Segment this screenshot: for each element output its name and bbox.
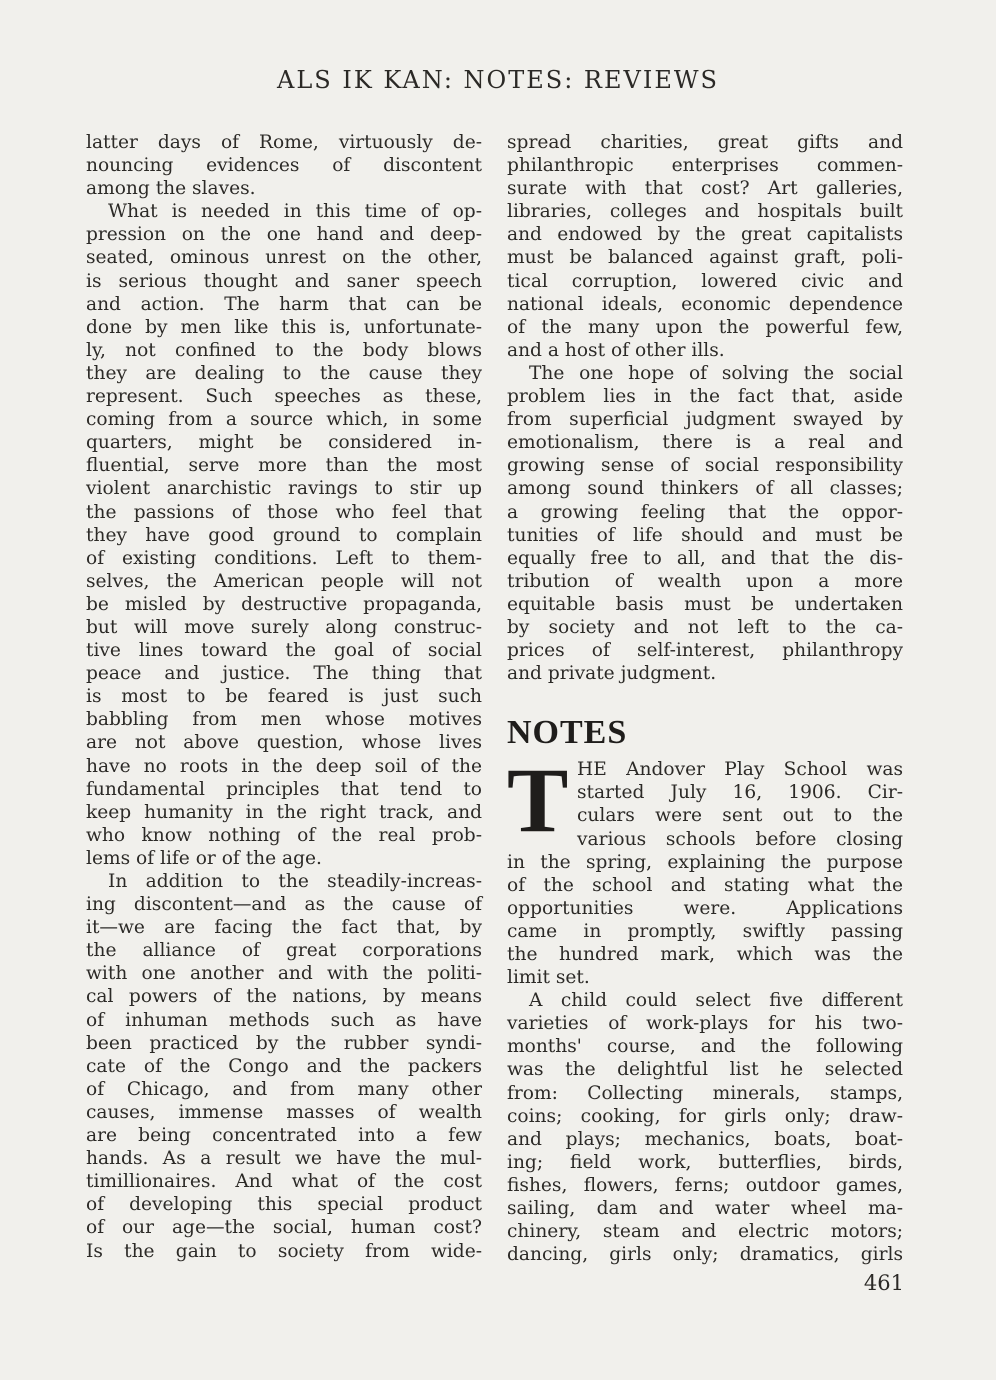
text-line: in the spring, explaining the purpose xyxy=(507,851,903,873)
text-line: coins; cooking, for girls only; draw- xyxy=(507,1105,903,1127)
text-line: was the delightful list he selected xyxy=(507,1059,903,1081)
text-line: done by men like this is, unfortunate- xyxy=(86,316,482,338)
text-line: fluential, serve more than the most xyxy=(86,455,482,477)
text-line: a growing feeling that the oppor- xyxy=(507,501,903,523)
text-line: who know nothing of the real prob- xyxy=(86,824,482,846)
text-line: and plays; mechanics, boats, boat- xyxy=(507,1128,903,1150)
text-line: various schools before closing xyxy=(577,828,903,850)
text-line: The one hope of solving the social xyxy=(529,362,903,384)
text-line: cal powers of the nations, by means xyxy=(86,986,482,1008)
text-line: of existing conditions. Left to them- xyxy=(86,547,482,569)
text-line: HE Andover Play School was xyxy=(577,759,903,781)
text-line: among sound thinkers of all classes; xyxy=(507,478,903,500)
text-line: growing sense of social responsibility xyxy=(507,455,903,477)
text-line: is most to be feared is just such xyxy=(86,686,482,708)
text-line: is serious thought and saner speech xyxy=(86,270,482,292)
text-line: dancing, girls only; dramatics, girls xyxy=(507,1244,903,1266)
drop-cap: T xyxy=(507,749,569,852)
text-line: of the many upon the powerful few, xyxy=(507,316,903,338)
right-column-essay-end xyxy=(507,131,903,685)
page-number: 461 xyxy=(863,1271,904,1295)
text-line: of Chicago, and from many other xyxy=(86,1078,482,1100)
text-line: of our age—the social, human cost? xyxy=(86,1217,482,1239)
text-line: are being concentrated into a few xyxy=(86,1125,482,1147)
text-line: tical corruption, lowered civic and xyxy=(507,270,903,292)
text-line: they have good ground to complain xyxy=(86,524,482,546)
text-line: fundamental principles that tend to xyxy=(86,778,482,800)
text-line: from superficial judgment swayed by xyxy=(507,409,903,431)
text-line: but will move surely along construc- xyxy=(86,616,482,638)
text-line: chinery, steam and electric motors; xyxy=(507,1221,903,1243)
text-line: the hundred mark, which was the xyxy=(507,944,903,965)
text-line: tunities of life should and must be xyxy=(507,524,903,546)
text-line: keep humanity in the right track, and xyxy=(86,801,482,823)
text-line: quarters, might be considered in- xyxy=(86,432,482,454)
right-column xyxy=(507,131,903,1266)
text-line: started July 16, 1906. Cir- xyxy=(577,782,903,804)
text-line: of the school and stating what the xyxy=(507,874,903,896)
text-line: be misled by destructive propaganda, xyxy=(86,593,482,615)
running-head: ALS IK KAN: NOTES: REVIEWS xyxy=(277,66,719,94)
text-line: and a host of other ills. xyxy=(507,339,725,361)
text-line: seated, ominous unrest on the other, xyxy=(86,247,482,269)
text-line: tive lines toward the goal of social xyxy=(86,640,482,662)
text-line: are not above question, whose lives xyxy=(86,732,482,754)
text-line: problem lies in the fact that, aside xyxy=(507,386,903,408)
text-line: A child could select five different xyxy=(529,990,903,1012)
text-line: with one another and with the politi- xyxy=(86,963,482,985)
text-line: Is the gain to society from wide- xyxy=(86,1240,482,1262)
text-line: have no roots in the deep soil of the xyxy=(86,755,482,777)
text-line: and endowed by the great capitalists xyxy=(507,224,903,246)
text-line: In addition to the steadily-increas- xyxy=(108,871,482,892)
notes-heading: NOTES xyxy=(507,714,628,752)
text-line: from: Collecting minerals, stamps, xyxy=(507,1082,903,1104)
text-line: surate with that cost? Art galleries, xyxy=(507,178,903,200)
text-line: causes, immense masses of wealth xyxy=(86,1101,482,1123)
text-line: national ideals, economic dependence xyxy=(507,293,903,315)
text-line: months' course, and the following xyxy=(507,1036,903,1058)
text-line: What is needed in this time of op- xyxy=(108,201,482,223)
text-line: ing; field work, butterflies, birds, xyxy=(507,1151,903,1173)
text-line: tribution of wealth upon a more xyxy=(507,570,903,592)
text-line: equitable basis must be undertaken xyxy=(507,593,903,615)
text-line: varieties of work-plays for his two- xyxy=(507,1013,903,1035)
text-line: by society and not left to the ca- xyxy=(507,616,903,638)
text-line: babbling from men whose motives xyxy=(86,709,482,731)
left-column xyxy=(86,131,482,1263)
text-line: philanthropic enterprises commen- xyxy=(507,155,903,177)
text-line: ing discontent—and as the cause of xyxy=(86,894,482,916)
text-line: selves, the American people will not xyxy=(86,570,482,592)
text-line: ly, not confined to the body blows xyxy=(86,339,482,361)
text-line: coming from a source which, in some xyxy=(86,409,482,431)
text-line: lems of life or of the age. xyxy=(86,847,322,869)
text-line: limit set. xyxy=(507,967,590,989)
text-line: nouncing evidences of discontent xyxy=(86,155,482,177)
text-line: represent. Such speeches as these, xyxy=(86,386,482,408)
text-line: the alliance of great corporations xyxy=(86,940,482,962)
text-line: emotionalism, there is a real and xyxy=(507,432,903,454)
text-line: latter days of Rome, virtuously de- xyxy=(86,132,482,153)
text-line: cate of the Congo and the packers xyxy=(86,1055,482,1077)
notes-section xyxy=(507,749,903,1266)
text-line: sailing, dam and water wheel ma- xyxy=(507,1198,903,1220)
text-line: among the slaves. xyxy=(86,178,256,200)
text-line: spread charities, great gifts and xyxy=(507,132,903,153)
text-line: been practiced by the rubber syndi- xyxy=(86,1032,482,1054)
text-line: violent anarchistic ravings to stir up xyxy=(86,478,482,500)
text-line: libraries, colleges and hospitals built xyxy=(507,201,903,223)
text-line: the passions of those who feel that xyxy=(86,501,482,523)
text-line: and action. The harm that can be xyxy=(86,293,482,315)
text-line: they are dealing to the cause they xyxy=(86,362,482,384)
text-line: pression on the one hand and deep- xyxy=(86,224,482,246)
text-line: hands. As a result we have the mul- xyxy=(86,1148,482,1170)
text-line: must be balanced against graft, poli- xyxy=(507,247,903,269)
text-line: timillionaires. And what of the cost xyxy=(86,1171,482,1193)
text-line: prices of self-interest, philanthropy xyxy=(507,640,903,662)
text-line: peace and justice. The thing that xyxy=(86,663,482,685)
text-line: opportunities were. Applications xyxy=(507,897,903,919)
text-line: of inhuman methods such as have xyxy=(86,1009,482,1031)
text-line: fishes, flowers, ferns; outdoor games, xyxy=(507,1174,903,1196)
text-line: culars were sent out to the xyxy=(577,805,903,827)
text-line: it—we are facing the fact that, by xyxy=(86,917,482,939)
text-line: came in promptly, swiftly passing xyxy=(507,920,903,942)
text-line: and private judgment. xyxy=(507,663,717,685)
text-line: of developing this special product xyxy=(86,1194,482,1216)
text-line: equally free to all, and that the dis- xyxy=(507,547,903,569)
